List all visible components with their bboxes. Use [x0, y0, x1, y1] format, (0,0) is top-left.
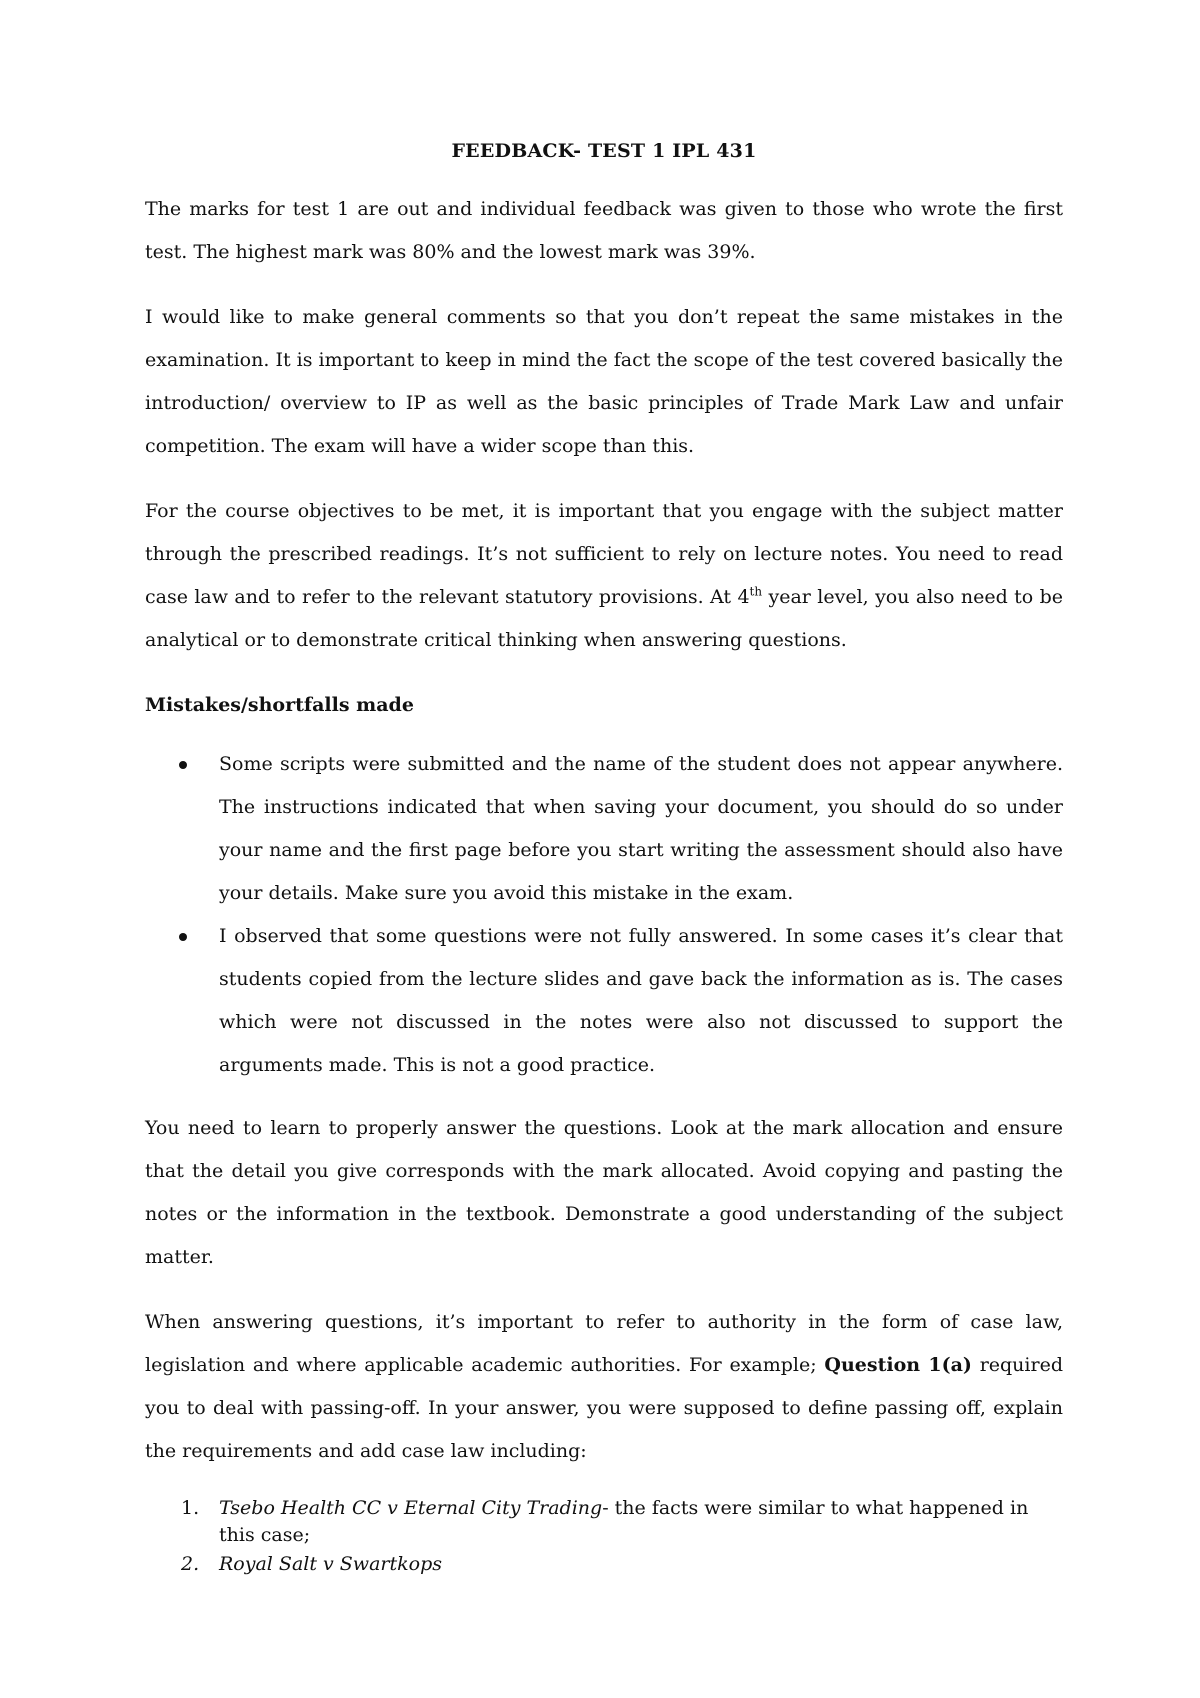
section-heading-mistakes: Mistakes/shortfalls made — [145, 694, 414, 716]
list-item-text: I observed that some questions were not fully answered. In some cases it’s clear that students copied from the lecture slides and gave back the information as is. The cases which were not discussed in the notes were also not discussed to support the arguments made. This is not a good practice. — [219, 925, 1063, 1076]
list-item — [219, 915, 1063, 1087]
paragraph-text: required you to deal with passing-off. In your answer, you were supposed to define passing off, explain the requirements and add case law including: — [145, 1354, 1063, 1462]
document-title: FEEDBACK- TEST 1 IPL 431 — [451, 140, 757, 162]
list-item — [181, 1551, 1063, 1578]
list-item — [181, 1495, 1063, 1549]
paragraph-text: year level, you also need to be analytical or to demonstrate critical thinking when answering questions. — [145, 586, 1064, 651]
paragraph-authority — [145, 1301, 1063, 1473]
case-list — [145, 1495, 1063, 1578]
paragraph-text: When answering questions, it’s important to refer to authority in the form of case law, legislation and where applicable academic authorities. For example; — [145, 1311, 1063, 1376]
case-note: - the facts were similar to what happened in this case; — [219, 1497, 1029, 1546]
bold-question-ref: Question 1(a) — [824, 1354, 972, 1376]
paragraph-course-objectives — [145, 490, 1063, 662]
paragraph-answer-properly: You need to learn to properly answer the questions. Look at the mark allocation and ensure that the detail you give corresponds with the mark allocated. Avoid copying and pasting the notes or the information in the textbook. Demonstrate a good understanding of the subject matter. — [145, 1117, 1063, 1268]
bullet-icon — [179, 933, 187, 941]
mistakes-list — [145, 743, 1063, 1087]
bullet-icon — [179, 761, 187, 769]
paragraph-general-comments: I would like to make general comments so that you don’t repeat the same mistakes in the examination. It is important to keep in mind the fact the scope of the test covered basically the introduction/ overview to IP as well as the basic principles of Trade Mark Law and unfair competition. The exam will have a wider scope than this. — [145, 306, 1063, 457]
list-item-text: Some scripts were submitted and the name of the student does not appear anywhere. The instructions indicated that when saving your document, you should do so under your name and the first page before you start writing the assessment should also have your details. Make sure you avoid this mistake in the exam. — [219, 753, 1063, 904]
case-name: Tsebo Health CC v Eternal City Trading — [219, 1497, 603, 1519]
paragraph-text: For the course objectives to be met, it is important that you engage with the subject matter through the prescribed readings. It’s not sufficient to rely on lecture notes. You need to read case law and to refer to the relevant statutory provisions. At 4 — [145, 500, 1063, 608]
case-name: Royal Salt v Swartkops — [219, 1553, 442, 1575]
superscript-th: th — [749, 584, 763, 599]
document-page — [145, 140, 1063, 1580]
list-number: 1. — [181, 1497, 200, 1519]
list-number: 2. — [181, 1553, 200, 1575]
list-item — [219, 743, 1063, 915]
paragraph-marks: The marks for test 1 are out and individual feedback was given to those who wrote the first test. The highest mark was 80% and the lowest mark was 39%. — [145, 198, 1063, 263]
